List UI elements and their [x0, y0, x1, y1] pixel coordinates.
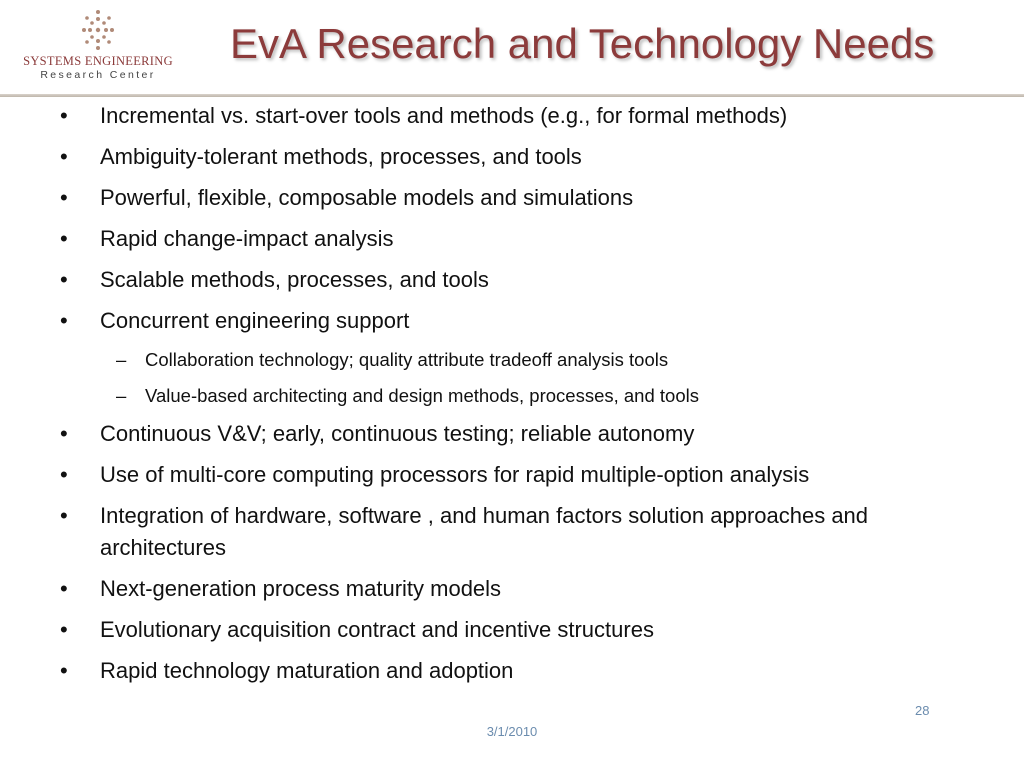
sub-bullet-item — [0, 346, 965, 374]
bullet-item — [0, 100, 960, 132]
bullet-text: Concurrent engineering support — [100, 308, 410, 333]
bullet-item — [0, 573, 960, 605]
bullet-text: Rapid change-impact analysis — [100, 226, 394, 251]
bullet-item — [0, 264, 960, 296]
bullet-text: Incremental vs. start-over tools and methods (e.g., for formal methods) — [100, 103, 788, 128]
bullet-item — [0, 655, 960, 687]
bullet-text: Value-based architecting and design methods, processes, and tools — [145, 385, 699, 406]
footer-date: 3/1/2010 — [486, 724, 538, 739]
title-divider — [0, 94, 1024, 97]
bullet-text: Continuous V&V; early, continuous testing; reliable autonomy — [100, 421, 695, 446]
page-number: 28 — [915, 703, 930, 718]
bullet-marker: • — [60, 103, 68, 128]
bullet-item — [0, 141, 960, 173]
bullet-item — [0, 418, 960, 450]
bullet-item — [0, 459, 960, 491]
bullet-text: Use of multi-core computing processors for rapid multiple-option analysis — [100, 462, 810, 487]
bullet-marker: • — [60, 658, 68, 683]
bullet-item — [0, 223, 960, 255]
bullet-marker: • — [60, 185, 68, 210]
sub-bullet-item — [0, 382, 965, 410]
bullet-marker: • — [60, 421, 68, 446]
dash-marker: – — [116, 349, 127, 370]
bullet-list — [0, 100, 1024, 696]
bullet-text: Collaboration technology; quality attribute tradeoff analysis tools — [145, 349, 669, 370]
logo — [8, 8, 188, 80]
dash-marker: – — [116, 385, 127, 406]
bullet-item — [0, 500, 960, 564]
bullet-marker: • — [60, 308, 68, 333]
bullet-text: Evolutionary acquisition contract and incentive structures — [100, 617, 654, 642]
bullet-item — [0, 305, 960, 337]
bullet-marker: • — [60, 267, 68, 292]
slide-title: EvA Research and Technology Needs — [230, 20, 935, 67]
bullet-text: Rapid technology maturation and adoption — [100, 658, 514, 683]
logo-line2: Research Center — [40, 69, 156, 81]
bullet-marker: • — [60, 144, 68, 169]
bullet-text: Next-generation process maturity models — [100, 576, 502, 601]
logo-starburst-icon — [78, 8, 118, 52]
bullet-marker: • — [60, 617, 68, 642]
bullet-marker: • — [60, 462, 68, 487]
bullet-marker: • — [60, 503, 68, 528]
bullet-item — [0, 182, 960, 214]
bullet-text: Integration of hardware, software , and human factors solution approaches and architectures — [100, 503, 869, 560]
bullet-marker: • — [60, 576, 68, 601]
bullet-text: Ambiguity-tolerant methods, processes, and tools — [100, 144, 582, 169]
bullet-text: Powerful, flexible, composable models and simulations — [100, 185, 634, 210]
bullet-item — [0, 614, 960, 646]
bullet-marker: • — [60, 226, 68, 251]
bullet-text: Scalable methods, processes, and tools — [100, 267, 489, 292]
logo-line1: SYSTEMS ENGINEERING — [23, 54, 173, 68]
